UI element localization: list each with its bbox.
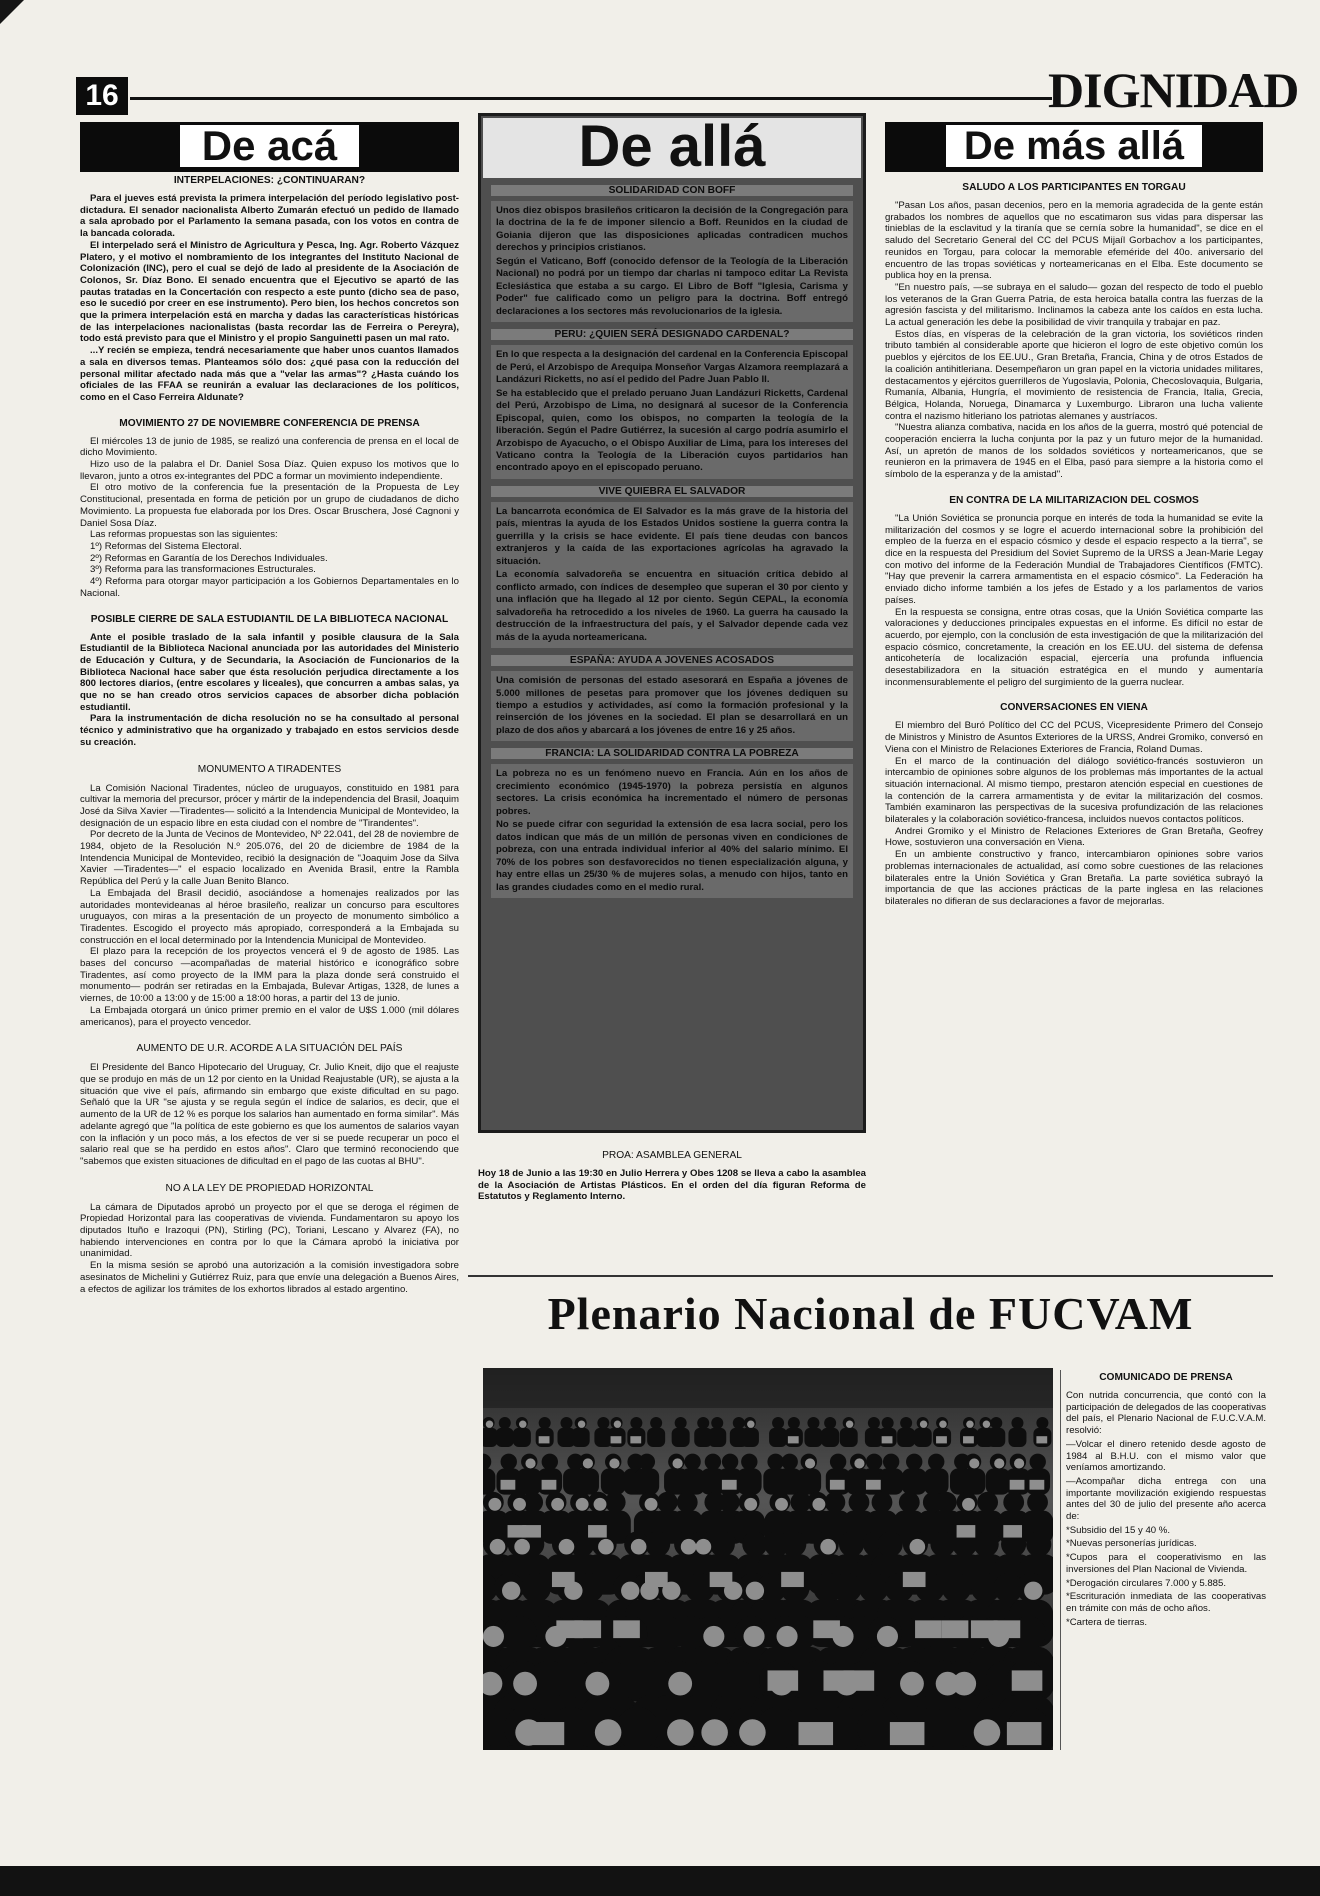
masthead-logo: DIGNIDAD [1048,62,1299,118]
left-column-paragraph: Ante el posible traslado de la sala infantil y posible clausura de la Sala Estudiantil de la Biblioteca Nacional anunciada por las autoridades del Ministerio de Educación y Cultura, y de Secundaria, la Asociación de Funcionarios de la Biblioteca Nacional hace saber que ésta resolución perjudica directamente a los 800 lectores diarios, (entre escolares y liceales), que concurren a ambas salas, ya que no se han creado otros servicios capaces de absorber dicha población estudiantil. [80,631,459,713]
fucvam-title: Plenario Nacional de FUCVAM [547,1288,1194,1339]
right-column-paragraph: Estos días, en vísperas de la celebración de la gran victoria, los soviéticos rinden tributo también al considerable aporte que hicieron el logro de este objetivo común los pueblos y ejércitos de los EE.UU., Gran Bretaña, Francia, China y de otros Estados de la coalición antihitleriana. Desempeñaron un gran papel en la victoria unidades militares, destacamentos y ejércitos guerrilleros de Yugoslavia, Polonia, Checoslovaquia, Bulgaria, Rumanía, Albania, Hungría, el movimiento de resistencia de Francia, Italia, Grecia, Bélgica, Holanda, Noruega, Dinamarca y Luxemburgo. Libraron una lucha valiente contra el nazismo hitleriano los patriotas alemanes y austríacos. [885,328,1263,422]
middle-column-paragraph: En lo que respecta a la designación del cardenal en la Conferencia Episcopal de Perú, el Arzobispo de Arequipa Monseñor Vargas Alzamora reemplazará a Landázuri Ricketts, no así el pedido del Padre Juan Pablo II. [496,349,848,386]
middle-column-paragraph: La economía salvadoreña se encuentra en situación crítica debido al conflicto armado, con índices de desempleo que superan el 30 por ciento y una inflación que ha llegado al 12 por ciento. Según CEPAL, la economía salvadoreña ha retrocedido a los niveles de 1960. La guerra ha causado la destrucción de la infraestructura del país, y el Salvador depende cada vez más de la ayuda norteamericana. [496,569,848,643]
fucvam-paragraph: —Acompañar dicha entrega con una importante movilización exigiendo respuestas antes del 30 de julio del presente año acerca de: [1066,1475,1266,1523]
plenario-photo [483,1368,1053,1750]
bottom-dark-edge [0,1866,1320,1896]
left-column-heading: NO A LA LEY DE PROPIEDAD HORIZONTAL [165,1182,374,1194]
left-column-paragraph: El otro motivo de la conferencia fue la presentación de la Propuesta de Ley Constitucional, presentada en forma de petición por un grupo de ciudadanos de dicho Movimiento. La propuesta fue elaborada por los Dres. Oscar Bruschera, José Cagnoni y Daniel Sosa Díaz. [80,482,459,529]
fucvam-paragraph: *Subsidio del 15 y 40 %. [1066,1524,1170,1536]
middle-article-box [491,502,853,648]
middle-column-paragraph: La bancarrota económica de El Salvador es la más grave de la historia del país, mientras la ayuda de los Estados Unidos sostiene la guerra contra la guerrilla y la crisis se hace evidente. El país tiene deudas con bancos extranjeros y la caída de las exportaciones agrícolas ha agravado la situación. [496,505,848,567]
middle-article-box [491,671,853,741]
section-title-left: De acá [180,125,359,167]
fucvam-paragraph: *Cartera de tierras. [1066,1616,1148,1628]
fucvam-press-release [1066,1372,1266,1630]
left-column-paragraph: En la misma sesión se aprobó una autorización a la comisión investigadora sobre asesinatos de Michelini y Gutiérrez Ruiz, para que envíe una delegación a Buenos Aires, a efectos de agilizar los trámites de los exhortos librados al estado argentino. [80,1260,459,1295]
right-column-paragraph: "La Unión Soviética se pronuncia porque en interés de toda la humanidad se evite la militarización del cosmos y se logre el acuerdo internacional sobre la prohibición del empleo de la fuerza en el espacio cósmico y desde el espacio respecto a la tierra", se dice en la respuesta del Presidium del Soviet Supremo de la URSS a Jean-Marie Legay con motivo del informe de la Federación Mundial de Trabajadores Científicos (FMTC). "Hay que prevenir la carrera armamentista en el espacio cósmico". La Federación ha enviado dicho informe también a los jefes de Estado y a los parlamentos de varios países. [885,512,1263,606]
right-column-paragraph: "Nuestra alianza combativa, nacida en los años de la guerra, mostró qué potencial de cooperación encierra la lucha conjunta por la paz y un futuro mejor de la humanidad. Así, un apretón de manos de los soldados soviéticos y norteamericanos, que se reunieron en la primavera de 1945 en el Elba, pasó para siempre a la historia como el símbolo de la esperanza y de la amistad". [885,422,1263,481]
left-column [80,175,459,1295]
left-column-heading: AUMENTO DE U.R. ACORDE A LA SITUACIÓN DEL PAÍS [136,1043,403,1055]
middle-column-paragraph: Se ha establecido que el prelado peruano Juan Landázuri Ricketts, Cardenal del Perú, Arzobispo de Lima, no designará al sucesor de la Conferencia Episcopal, quien, como los obispos, no comparten la teología de la liberación. Según el Padre Gutiérrez, la sucesión al cargo podría asumirlo el Arzobispo de Ayacucho, o el Obispo Auxiliar de Lima, para los intereses del Vaticano contra la Teología de la Liberación cuyos partidarios han encontrado apoyo en el episcopado peruano. [496,387,848,474]
fucvam-paragraph: *Escrituración inmediata de las cooperativas en trámite con más de ocho años. [1066,1591,1266,1614]
header-rule [130,97,1052,100]
left-column-paragraph: El miércoles 13 de junio de 1985, se realizó una conferencia de prensa en el local de dicho Movimiento. [80,435,459,459]
left-column-paragraph: La Embajada del Brasil decidió, asociándose a homenajes realizados por las autoridades montevideanas al héroe brasileño, realizar un concurso para escultores uruguayos, con miras a la presentación de un proyecto de monumento simbólico a Tiradentes. Escogido el proyecto más apropiado, corresponderá a la Embajada su construcción en el local determinado por la Intendencia Municipal de Montevideo. [80,887,459,946]
left-column-heading: MONUMENTO A TIRADENTES [197,763,342,775]
middle-article-box [491,201,853,322]
left-column-paragraph: Por decreto de la Junta de Vecinos de Montevideo, Nº 22.041, del 28 de noviembre de 1984, objeto de la Resolución N.º 205.076, del 20 de diciembre de 1984 de la Intendencia Municipal de Montevideo, recibió la designación de "Joaquim Jose da Silva Xavier —Tiradentes—" el espacio localizado en Avenida Brasil, entre la Rambla República del Perú y la calle Juan Benito Blanco. [80,829,459,888]
left-column-paragraph: El plazo para la recepción de los proyectos vencerá el 9 de agosto de 1985. Las bases del concurso —acompañadas de material histórico e iconográfico sobre Tiradentes, así como proyecto de la IMM para la plaza donde será construido el monumento— podrán ser retiradas en la Embajada, Bulevar Artigas, 1328, de lunes a viernes, de 10:00 a 13:00 y de 15:00 a 18:00 horas, a partir del 13 de junio. [80,946,459,1005]
fucvam-heading: COMUNICADO DE PRENSA [1099,1372,1233,1383]
fucvam-paragraph: Con nutrida concurrencia, que contó con la participación de delegados de las cooperativas del país, el Plenario Nacional de F.U.C.V.A.M. resolvió: [1066,1390,1266,1437]
left-column-paragraph: El interpelado será el Ministro de Agricultura y Pesca, Ing. Agr. Roberto Vázquez Platero, y el motivo el nombramiento de los integrantes del Instituto Nacional de Colonización (INC), pero el cual se dejó de lado al presidente de la Asociación de Colonos, Sr. Díaz Bono. El senado encuentra que el Ejecutivo se apartó de las pautas tratadas en la Concertación con respecto a este punto (dicho sea de paso, eso le sucedió por creer en ese instrumento). Pero bien, los hechos concretos son que la primera interpelación está en marcha y dadas las características históricas de las interpelaciones nacionalistas (basta recordar las de Ferreira o Pereyra), todo está previsto para que el Ministro y el propio Sanguinetti pasen un mal rato. [80,239,459,345]
middle-column-paragraph: Una comisión de personas del estado asesorará en España a jóvenes de 5.000 millones de pesetas para promover que los jóvenes dediquen su tiempo a estudios y actividades, así como la formación profesional y la reinserción de los jóvenes en la sociedad. El plan se desarrollará en un plazo de dos años y abarcará a los jóvenes de entre 16 y 25 años. [496,675,848,736]
right-column-paragraph: El miembro del Buró Político del CC del PCUS, Vicepresidente Primero del Consejo de Ministros y Ministro de Asuntos Exteriores de la URSS, Andrei Gromiko, conversó en Viena con el Ministro de Relaciones Exteriores de Francia, Roland Dumas. [885,720,1263,755]
middle-column-heading: FRANCIA: LA SOLIDARIDAD CONTRA LA POBREZA [491,748,853,759]
left-column-paragraph: La cámara de Diputados aprobó un proyecto por el que se deroga el régimen de Propiedad Horizontal para las cooperativas de vivienda. Fundamentaron su apoyo los diputados Ituño e Irazoqui (PN), Stirling (PC), Toriani, Lescano y Alvarez (FA), no habiendo intervenciones en contra por lo que la Cámara aprobó la iniciativa por unanimidad. [80,1201,459,1260]
right-column-heading: CONVERSACIONES EN VIENA [1000,702,1148,714]
section-title-middle: De allá [483,118,861,178]
middle-column-paragraph: Unos diez obispos brasileños criticaron la decisión de la Congregación para la doctrina de la fe de imponer silencio a Boff. Reunidos en la ciudad de Goiania dijeron que las disposiciones aplicadas contradicen muchos derechos y principios cristianos. [496,205,848,254]
left-column-heading: INTERPELACIONES: ¿CONTINUARAN? [173,175,366,186]
middle-column-heading: PERU: ¿QUIEN SERÁ DESIGNADO CARDENAL? [491,329,853,340]
left-column-paragraph: 3º) Reforma para las transformaciones Estructurales. [90,564,316,576]
right-column-paragraph: En el marco de la continuación del diálogo soviético-francés sostuvieron un intercambio de opiniones sobre algunos de los problemas más importantes de la actual situación internacional. Al mismo tiempo, prestaron atención especial en cuestiones de la contención de la carrera armamentista y de evitar la militarización del cosmos. También examinaron las perspectivas de la sucesiva profundización de las relaciones bilaterales y la colaboración soviético-francesa, incluidos nuevos contactos políticos. [885,755,1263,826]
left-column-paragraph: Para el jueves está prevista la primera interpelación del período legislativo post-dictadura. El senador nacionalista Alberto Zumarán efectuó un pedido de llamado a sala aprobado por el Parlamento la semana pasada, con los votos en contra de la bancada colorada. [80,193,459,240]
right-column-heading: SALUDO A LOS PARTICIPANTES EN TORGAU [962,182,1186,193]
left-column-paragraph: 1º) Reformas del Sistema Electoral. [90,540,242,552]
right-column-heading: EN CONTRA DE LA MILITARIZACION DEL COSMOS [949,494,1199,506]
page-corner-shadow [0,0,24,24]
left-column-heading: MOVIMIENTO 27 DE NOVIEMBRE CONFERENCIA DE PRENSA [119,417,420,429]
proa-text: Hoy 18 de Junio a las 19:30 en Julio Herrera y Obes 1208 se lleva a cabo la asamblea de la Asociación de Artistas Plásticos. En el orden del día figuran Reforma de Estatutos y Reglamento Interno. [478,1168,866,1203]
section-title-right: De más allá [946,125,1202,167]
middle-column-paragraph: No se puede cifrar con seguridad la extensión de esa lacra social, pero los datos indican que más de un millón de personas viven en condiciones de pobreza, con una entrada individual inferior al 40% del salario mínimo. El 70% de los pobres son desfavorecidos no tienen especialización alguna, y hay entre ellas un 25/30 % de mujeres solas, a menudo con hijos, tanto en las grandes ciudades como en el medio rural. [496,819,848,893]
left-column-paragraph: 2º) Reformas en Garantía de los Derechos Individuales. [90,552,328,564]
left-column-paragraph: ...Y recién se empieza, tendrá necesariamente que haber unos cuantos llamados a sala en diversos temas. Planteamos sólo dos: ¿qué pasa con la reducción del personal militar afectado nada más que a "velar las armas"? ¿Hasta cuándo los oficiales de las FFAA se reunirán a evaluar las declaraciones de los políticos, como en el Caso Ferreira Aldunate? [80,345,459,403]
middle-article-box [491,345,853,479]
fucvam-paragraph: *Cupos para el cooperativismo en las inversiones del Plan Nacional de Vivienda. [1066,1552,1266,1575]
plenario-photo-image [483,1368,1053,1750]
middle-column [478,113,866,1133]
left-column-paragraph: La Embajada otorgará un único primer premio en el valor de U$S 1.000 (mil dólares americanos), para el proyecto vencedor. [80,1004,459,1028]
page-number: 16 [76,77,128,115]
fucvam-paragraph: *Nuevas personerías jurídicas. [1066,1538,1197,1550]
middle-column-heading: VIVE QUIEBRA EL SALVADOR [491,486,853,497]
left-column-paragraph: Para la instrumentación de dicha resolución no se ha consultado al personal técnico y administrativo que ha organizado y trabajado en estos servicios desde su creación. [80,713,459,748]
section-head-left [80,122,459,172]
fucvam-divider [1060,1370,1061,1750]
right-column-paragraph: En la respuesta se consigna, entre otras cosas, que la Unión Soviética comparte las valoraciones y deducciones principales expuestas en el informe. Es difícil no estar de acuerdo, por ejemplo, con la conclusión de esta investigación de que la militarización del espacio cósmico, concretamente, la creación en los EE.UU. del sistema de defensa anticohetería de localización espacial, ejercería una profunda influencia desestabilizadora en la situación estratégica en el mundo y aumentaría inconmensurablemente el peligro del surgimiento de la guerra nuclear. [885,606,1263,688]
right-column-paragraph: "En nuestro país, —se subraya en el saludo— gozan del respecto de todo el pueblo los veteranos de la Gran Guerra Patria, de esta heroica batalla contra las fuerzas de la agresión fascista y del militarismo. Inclinamos la cabeza ante los caídos en esta lucha. La actual generación les debe la posibilidad de vivir tranquila y trabajar en paz. [885,281,1263,329]
left-column-paragraph: El Presidente del Banco Hipotecario del Uruguay, Cr. Julio Kneit, dijo que el reajuste que se produjo en más de un 12 por ciento en la Unidad Reajustable (UR), se ajusta a la situación que vive el país, afirmando sin embargo que existe dificultad en su pago. Señaló que la UR "se ajusta y se regula según el índice de salarios, es decir, que el aumento de la UR de 12 % es porque los salarios han aumentado en forma similar". Más adelante agregó que "la política de este gobierno es que los aumentos de salarios vayan con la inflación y un poco más, a los efectos de ver si se puede recuperar un poco el salario real que se ha perdido en estos años". Claro que terminó reconociendo que "sabemos que existen situaciones de dificultad en el pago de las cuotas al BHU". [80,1062,459,1167]
left-column-paragraph: Hizo uso de la palabra el Dr. Daniel Sosa Díaz. Quien expuso los motivos que lo llevaron, junto a otros ex-integrantes del PDC a formar un movimiento independiente. [80,459,459,482]
left-column-paragraph: 4º) Reforma para otorgar mayor participación a los Gobiernos Departamentales en lo Nacional. [80,576,459,599]
left-column-paragraph: La Comisión Nacional Tiradentes, núcleo de uruguayos, constituido en 1981 para cultivar la memoria del precursor, prócer y mártir de la independencia del Brasil, Joaquim José da Silva Xavier —Tiradentes— solicitó a la Intendencia Municipal de Montevideo, la designación de un espacio libre en esta ciudad con el nombre de "Tirandentes". [80,782,459,829]
left-column-heading: POSIBLE CIERRE DE SALA ESTUDIANTIL DE LA BIBLIOTECA NACIONAL [90,613,449,625]
right-column [885,182,1263,908]
right-column-paragraph: "Pasan Los años, pasan decenios, pero en la memoria agradecida de la gente están grabados los nombres de aquellos que no escatimaron sus vidas para dispersar las tinieblas de la esclavitud y la tiranía que se cernía sobre la humanidad", se dice en el saludo del Secretario General del CC del PCUS Mijaíl Gorbachov a los participantes, reunidos en Torgau, para colocar la memorable efeméride del 40o. aniversario del encuentro de las tropas soviéticas y norteamericanas en el Elba. Este documento se publica hoy en la prensa. [885,200,1263,282]
middle-column-paragraph: La pobreza no es un fenómeno nuevo en Francia. Aún en los años de crecimiento económico (1945-1970) la pobreza persistía en algunos sectores. La crisis económica ha incrementado el número de personas pobres. [496,768,848,817]
middle-column-paragraph: Según el Vaticano, Boff (conocido defensor de la Teología de la Liberación Nacional) no podrá por un tiempo dar charlas ni tampoco editar La Revista Eclesiástica que estaba a su cargo. El Libro de Boff "Iglesia, Carisma y Poder" fue calificado como un peligro para la doctrina. Boff entregó declaraciones a los sectores más revolucionarios de la iglesia. [496,255,848,317]
fucvam-paragraph: *Derogación circulares 7.000 y 5.885. [1066,1577,1226,1589]
fucvam-paragraph: —Volcar el dinero retenido desde agosto de 1984 al B.H.U. con el mismo valor que veníamos amortizando. [1066,1438,1266,1474]
left-column-paragraph: Las reformas propuestas son las siguientes: [90,529,278,541]
right-column-paragraph: Andrei Gromiko y el Ministro de Relaciones Exteriores de Gran Bretaña, Geofrey Howe, sostuvieron una conversación en Viena. [885,825,1263,849]
middle-column-heading: ESPAÑA: AYUDA A JOVENES ACOSADOS [491,655,853,666]
section-head-right [885,122,1263,172]
right-column-paragraph: En un ambiente constructivo y franco, intercambiaron opiniones sobre varios problemas internacionales de actualidad, así como sobre cuestiones de las relaciones bilaterales entre la Unión Soviética y Gran Bretaña. La parte soviética subrayó la importancia de que las acciones prácticas de la parte inglesa en las relaciones bilaterales no difieran de sus declaraciones a favor de mejorarlas. [885,849,1263,907]
proa-heading: PROA: ASAMBLEA GENERAL [602,1150,742,1161]
middle-article-box [491,764,853,898]
middle-column-heading: SOLIDARIDAD CON BOFF [491,185,853,196]
proa-notice [478,1150,866,1203]
